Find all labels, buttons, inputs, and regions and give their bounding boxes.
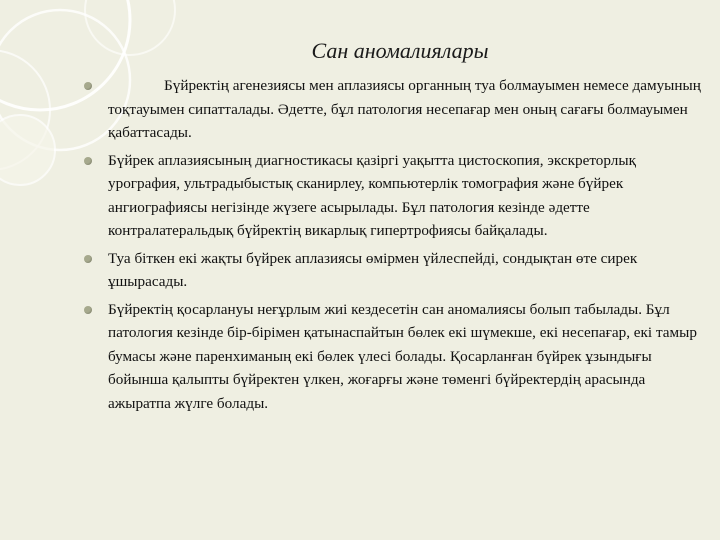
bullet-text: Бүйректің қосарлануы неғұрлым жиі кездесетін сан аномалиясы болып табылады. Бұл патология кезінде бір-бірімен қатынаспайтын бөлек екі шүмекше, екі несепағар, екі тамыр бумасы және паренхиманың екі бөлек үлесі болады. Қосарланған бүйрек ұзындығы бойынша қалыпты бүйректен үлкен, жоғарғы және төменгі бүйректердің арасында ажыратпа жүлге болады. xyxy=(108,300,697,412)
bullet-text: Бүйректің агенезиясы мен аплазиясы органның туа болмауымен немесе дамуының тоқтауымен сипатталады. Әдетте, бұл патология несепағар мен оның сағағы болмауымен қабаттасады. xyxy=(108,77,701,141)
slide-title: Сан аномалиялары xyxy=(311,38,489,63)
bullet-dot-icon xyxy=(84,157,92,165)
bullet-text: Бүйрек аплазиясының диагностикасы қазіргі уақытта цистоскопия, экскреторлық урография, ультрадыбыстық сканирлеу, компьютерлік томография және бүйрек ангиографиясы негізінде жүзеге асырылады. Бұл патология кезінде әдетте контралатеральдық бүйректің викарлық гипертрофиясы байқалады. xyxy=(108,151,636,239)
bullet-dot-icon xyxy=(84,306,92,314)
bullet-item xyxy=(84,298,704,416)
bullet-item xyxy=(84,74,704,145)
bullet-dot-icon xyxy=(84,82,92,90)
bullet-text: Туа біткен екі жақты бүйрек аплазиясы өмірмен үйлеспейді, сондықтан өте сирек ұшырасады. xyxy=(108,249,638,290)
bullet-dot-icon xyxy=(84,255,92,263)
bullet-item xyxy=(84,149,704,243)
bullet-list xyxy=(84,74,704,415)
bullet-item xyxy=(84,247,704,294)
